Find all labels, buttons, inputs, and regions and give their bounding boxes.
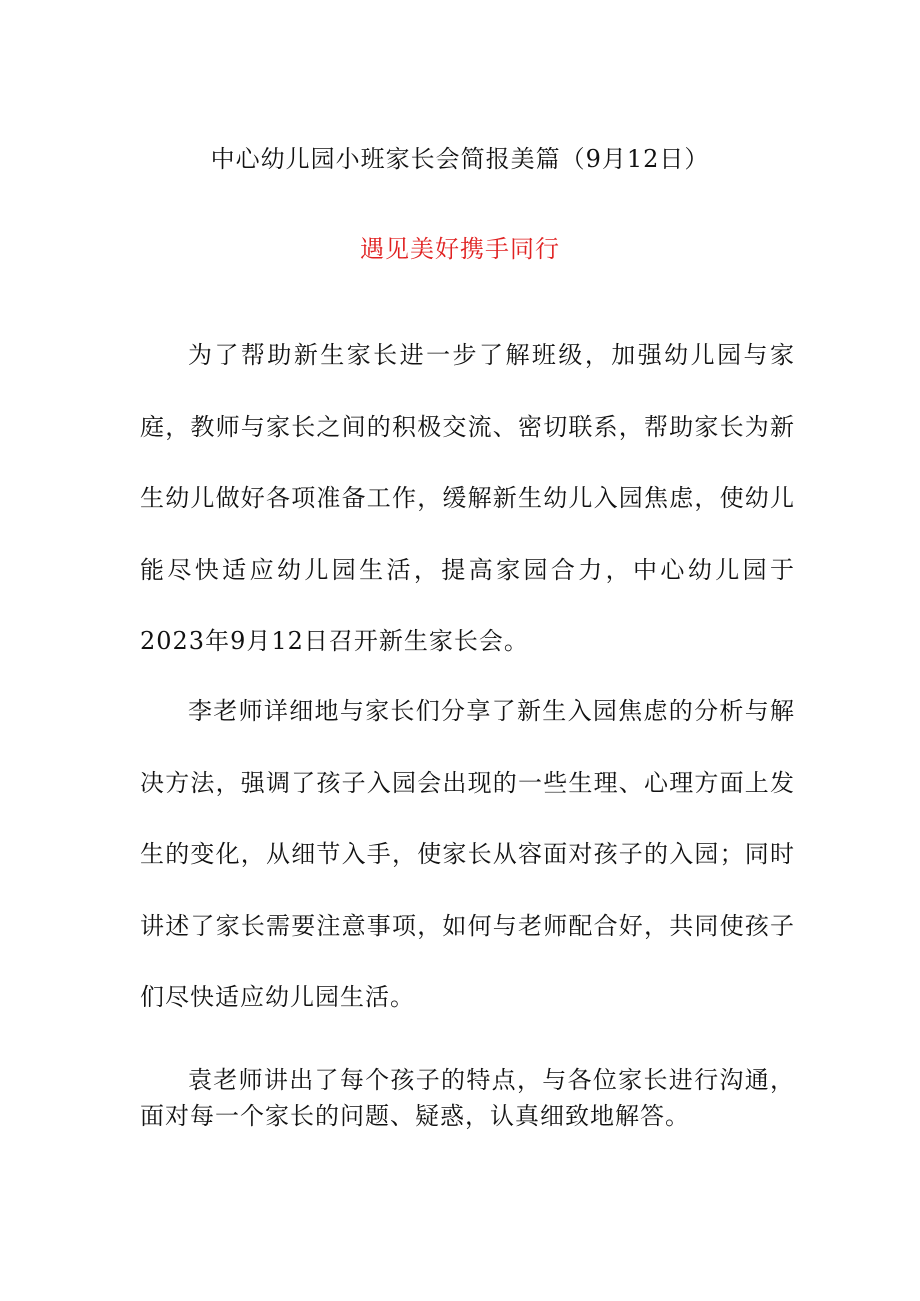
paragraph-teacher-li: 李老师详细地与家长们分享了新生入园焦虑的分析与解决方法，强调了孩子入园会出现的一些生理、心理方面上发生的变化，从细节入手，使家长从容面对孩子的入园；同时讲述了家长需要注意事项，如何与老师配合好，共同使孩子们尽快适应幼儿园生活。 [140, 697, 795, 1011]
document-subtitle: 遇见美好携手同行 [360, 235, 560, 263]
paragraph-teacher-yuan: 袁老师讲出了每个孩子的特点，与各位家长进行沟通，面对每一个家长的问题、疑惑，认真细致地解答。 [140, 1066, 795, 1130]
paragraph-intro: 为了帮助新生家长进一步了解班级，加强幼儿园与家庭，教师与家长之间的积极交流、密切联系，帮助家长为新生幼儿做好各项准备工作，缓解新生幼儿入园焦虑，使幼儿能尽快适应幼儿园生活，提高家园合力，中心幼儿园于2023年9月12日召开新生家长会。 [140, 341, 795, 655]
document-title: 中心幼儿园小班家长会简报美篇（9月12日） [210, 145, 710, 173]
